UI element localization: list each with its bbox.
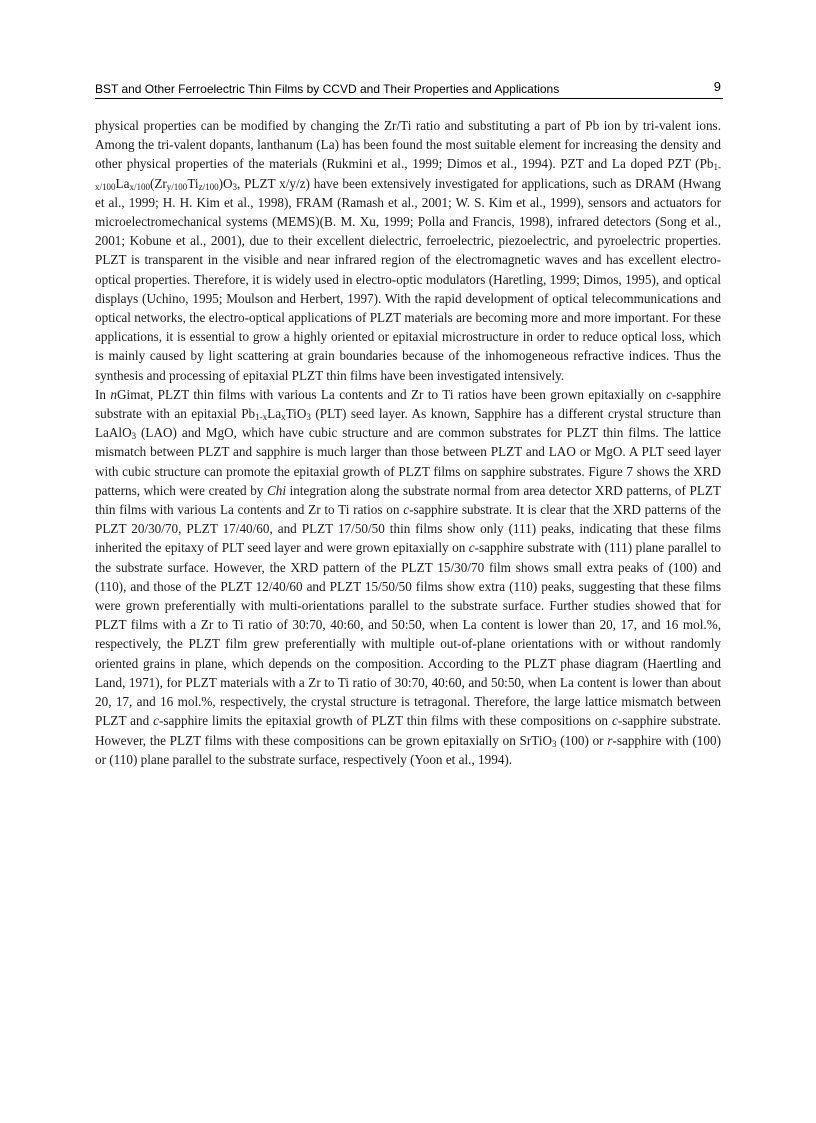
paragraph-1 xyxy=(95,116,721,385)
subscript: 3 xyxy=(232,181,237,192)
text-run: )O xyxy=(218,175,233,191)
italic-text: c xyxy=(153,713,160,729)
running-title: BST and Other Ferroelectric Thin Films by CCVD and Their Properties and Applications xyxy=(95,82,560,96)
text-run: (LAO) and MgO, which have cubic structure and are common substrates for PLZT thin films. The lattice mismatch between PLZT and sapphire is much larger than those between PLZT and LAO or MgO. A PLT seed layer with cubic structure can promote the epitaxial growth of PLZT films on sapphire substrates. Figure 7 shows the XRD patterns, which were created by xyxy=(95,425,721,498)
text-run: physical properties can be modified by changing the Zr/Ti ratio and substituting a part of Pb ion by tri-valent ions. Among the tri-valent dopants, lanthanum (La) has been found the most suitable element for increasing the density and other physical properties of the materials (Rukmini et al., 1999; Dimos et al., 1994). PZT and La doped PZT (Pb xyxy=(95,118,721,172)
text-run: (PLT) seed layer. As known, Sapphire has a different crystal structure than LaAlO xyxy=(95,406,721,441)
text-run: -sapphire substrate. However, the PLZT films with these compositions can be grown epitaxially on SrTiO xyxy=(95,713,721,748)
text-run: La xyxy=(267,406,282,422)
page-number: 9 xyxy=(713,79,721,94)
italic-text: c xyxy=(403,502,410,518)
subscript: 3 xyxy=(131,431,137,442)
text-run: , PLZT x/y/z) have been extensively investigated for applications, such as DRAM (Hwang et al., 1999; H. H. Kim et al., 1998), FRAM (Ramash et al., 2001; W. S. Kim et al., 1999), sensors and actuators for microelectromechanical systems (MEMS)(B. M. Xu, 1999; Polla and Francis, 1998), infrared detectors (Song et al., 2001; Kobune et al., 2001), due to their excellent dielectric, ferroelectric, piezoelectric, and pyroelectric properties. PLZT is transparent in the visible and near infrared region of the electromagnetic waves and has excellent electro-optical properties. Therefore, it is widely used in electro-optic modulators (Haretling, 1999; Dimos, 1995), and optical displays (Uchino, 1995; Moulson and Herbert, 1997). With the rapid development of optical telecommunications and optical networks, the electro-optical applications of PLZT materials are becoming more and more important. For these applications, it is essential to grow a highly oriented or epitaxial microstructure in order to reduce optical loss, which is mainly caused by light scattering at grain boundaries because of the inhomogeneous refractive indices. Thus the synthesis and processing of epitaxial PLZT thin films have been investigated intensively. xyxy=(95,175,721,383)
text-run: La xyxy=(115,175,130,191)
italic-text: r xyxy=(607,732,613,748)
text-run: -sapphire with (100) or (110) plane parallel to the substrate surface, respectively (Yoon et al., 1994). xyxy=(95,732,721,767)
subscript: x/100 xyxy=(129,181,150,192)
text-run: -sapphire limits the epitaxial growth of PLZT thin films with these compositions on xyxy=(159,713,612,729)
subscript: 1-x xyxy=(255,412,268,423)
italic-text: c xyxy=(611,713,618,729)
subscript: 3 xyxy=(306,412,311,423)
italic-text: c xyxy=(468,540,475,556)
subscript: 3 xyxy=(552,738,557,749)
italic-text: Chi xyxy=(266,482,287,498)
italic-text: c xyxy=(666,386,672,402)
text-run: integration along the substrate normal from area detector XRD patterns, of PLZT thin films with various La contents and Zr to Ti ratios on xyxy=(95,482,721,518)
text-run: -sapphire substrate with an epitaxial Pb xyxy=(95,386,721,422)
subscript: y/100 xyxy=(166,181,188,192)
text-run: Ti xyxy=(187,175,199,191)
body-text xyxy=(95,116,721,769)
text-run: (Zr xyxy=(149,175,167,191)
page-header xyxy=(95,80,723,99)
subscript: z/100 xyxy=(198,181,219,192)
text-run: TiO xyxy=(285,406,307,422)
subscript: x xyxy=(281,412,286,423)
text-run: -sapphire substrate with (111) plane parallel to the substrate surface. However, the XRD pattern of the PLZT 15/30/70 film shows small extra peaks of (100) and (110), and those of the PLZT 12/40/60 and PLZT 15/50/50 films show extra (110) peaks, suggesting that these films were grown preferentially with multi-orientations parallel to the substrate surface. Further studies showed that for PLZT films with a Zr to Ti ratio of 30:70, 40:60, and 50:50, when La content is lower than 20, 17, and 16 mol.%, respectively, the PLZT film grew preferentially with multiple out-of-plane orientations with or without randomly oriented grains in plane, which depends on the composition. According to the PLZT phase diagram (Haertling and Land, 1971), for PLZT materials with a Zr to Ti ratio of 30:70, 40:60, and 50:50, when La content is lower than about 20, 17, and 16 mol.%, respectively, the crystal structure is tetragonal. Therefore, the large lattice mismatch between PLZT and xyxy=(95,540,721,729)
text-run: -sapphire substrate. It is clear that the XRD patterns of the PLZT 20/30/70, PLZT 17/40/60, and PLZT 17/50/50 thin films show only (111) peaks, indicating that these films inherited the epitaxy of PLT seed layer and were grown epitaxially on xyxy=(95,502,722,556)
text-run: In xyxy=(95,386,111,402)
text-run: (100) or xyxy=(556,732,608,748)
text-run: Gimat, PLZT thin films with various La contents and Zr to Ti ratios have been grown epitaxially on xyxy=(117,386,667,402)
italic-text: n xyxy=(110,386,117,402)
paragraph-2 xyxy=(95,385,721,769)
subscript: 1-x/100 xyxy=(95,162,721,192)
